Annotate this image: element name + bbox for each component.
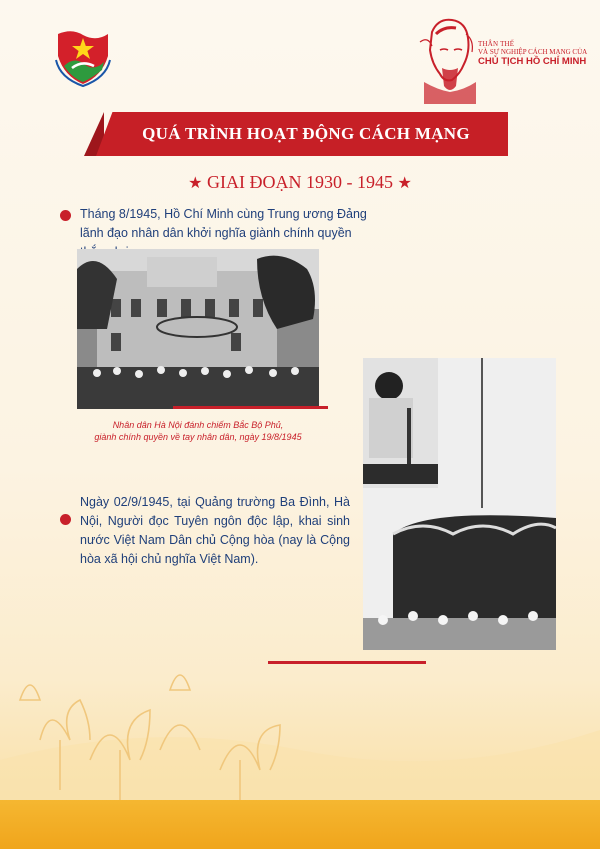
bullet-icon xyxy=(60,514,71,525)
period-label: GIAI ĐOẠN 1930 - 1945 xyxy=(207,172,393,192)
photo-bac-bo-phu xyxy=(77,249,319,409)
header-title-line3: CHỦ TỊCH HỒ CHÍ MINH xyxy=(478,56,587,68)
divider-line xyxy=(173,406,328,409)
photo-caption xyxy=(77,419,319,443)
header-title-line1: THÂN THẾ xyxy=(478,40,515,48)
caption-line2: giành chính quyền về tay nhân dân, ngày 19/8/1945 xyxy=(94,432,302,442)
section2-text: Ngày 02/9/1945, tại Quảng trường Ba Đình, Hà Nội, Người đọc Tuyên ngôn độc lập, khai sinh nước Việt Nam Dân chủ Cộng hòa (nay là Cộng hòa xã hội chủ nghĩa Việt Nam). xyxy=(80,495,350,566)
section1-text: Tháng 8/1945, Hồ Chí Minh cùng Trung ương Đảng lãnh đạo nhân dân khởi nghĩa giành chính quyền xyxy=(80,207,367,240)
star-left-icon: ★ xyxy=(188,175,203,192)
bullet-icon xyxy=(60,210,71,221)
photo-ba-dinh xyxy=(363,358,556,650)
header-title xyxy=(478,40,590,67)
footer-bar xyxy=(0,800,600,849)
header-title-line2: VÀ SỰ NGHIỆP CÁCH MẠNG CỦA xyxy=(478,48,588,57)
ho-chi-minh-portrait-icon xyxy=(418,12,478,104)
caption-line1: Nhân dân Hà Nội đánh chiếm Bắc Bộ Phủ, xyxy=(112,420,284,430)
banner-title: QUÁ TRÌNH HOẠT ĐỘNG CÁCH MẠNG xyxy=(142,124,470,143)
lotus-decoration-icon xyxy=(0,640,600,810)
period-heading xyxy=(150,172,450,193)
star-right-icon: ★ xyxy=(397,175,412,192)
youth-union-logo-icon xyxy=(52,26,114,88)
